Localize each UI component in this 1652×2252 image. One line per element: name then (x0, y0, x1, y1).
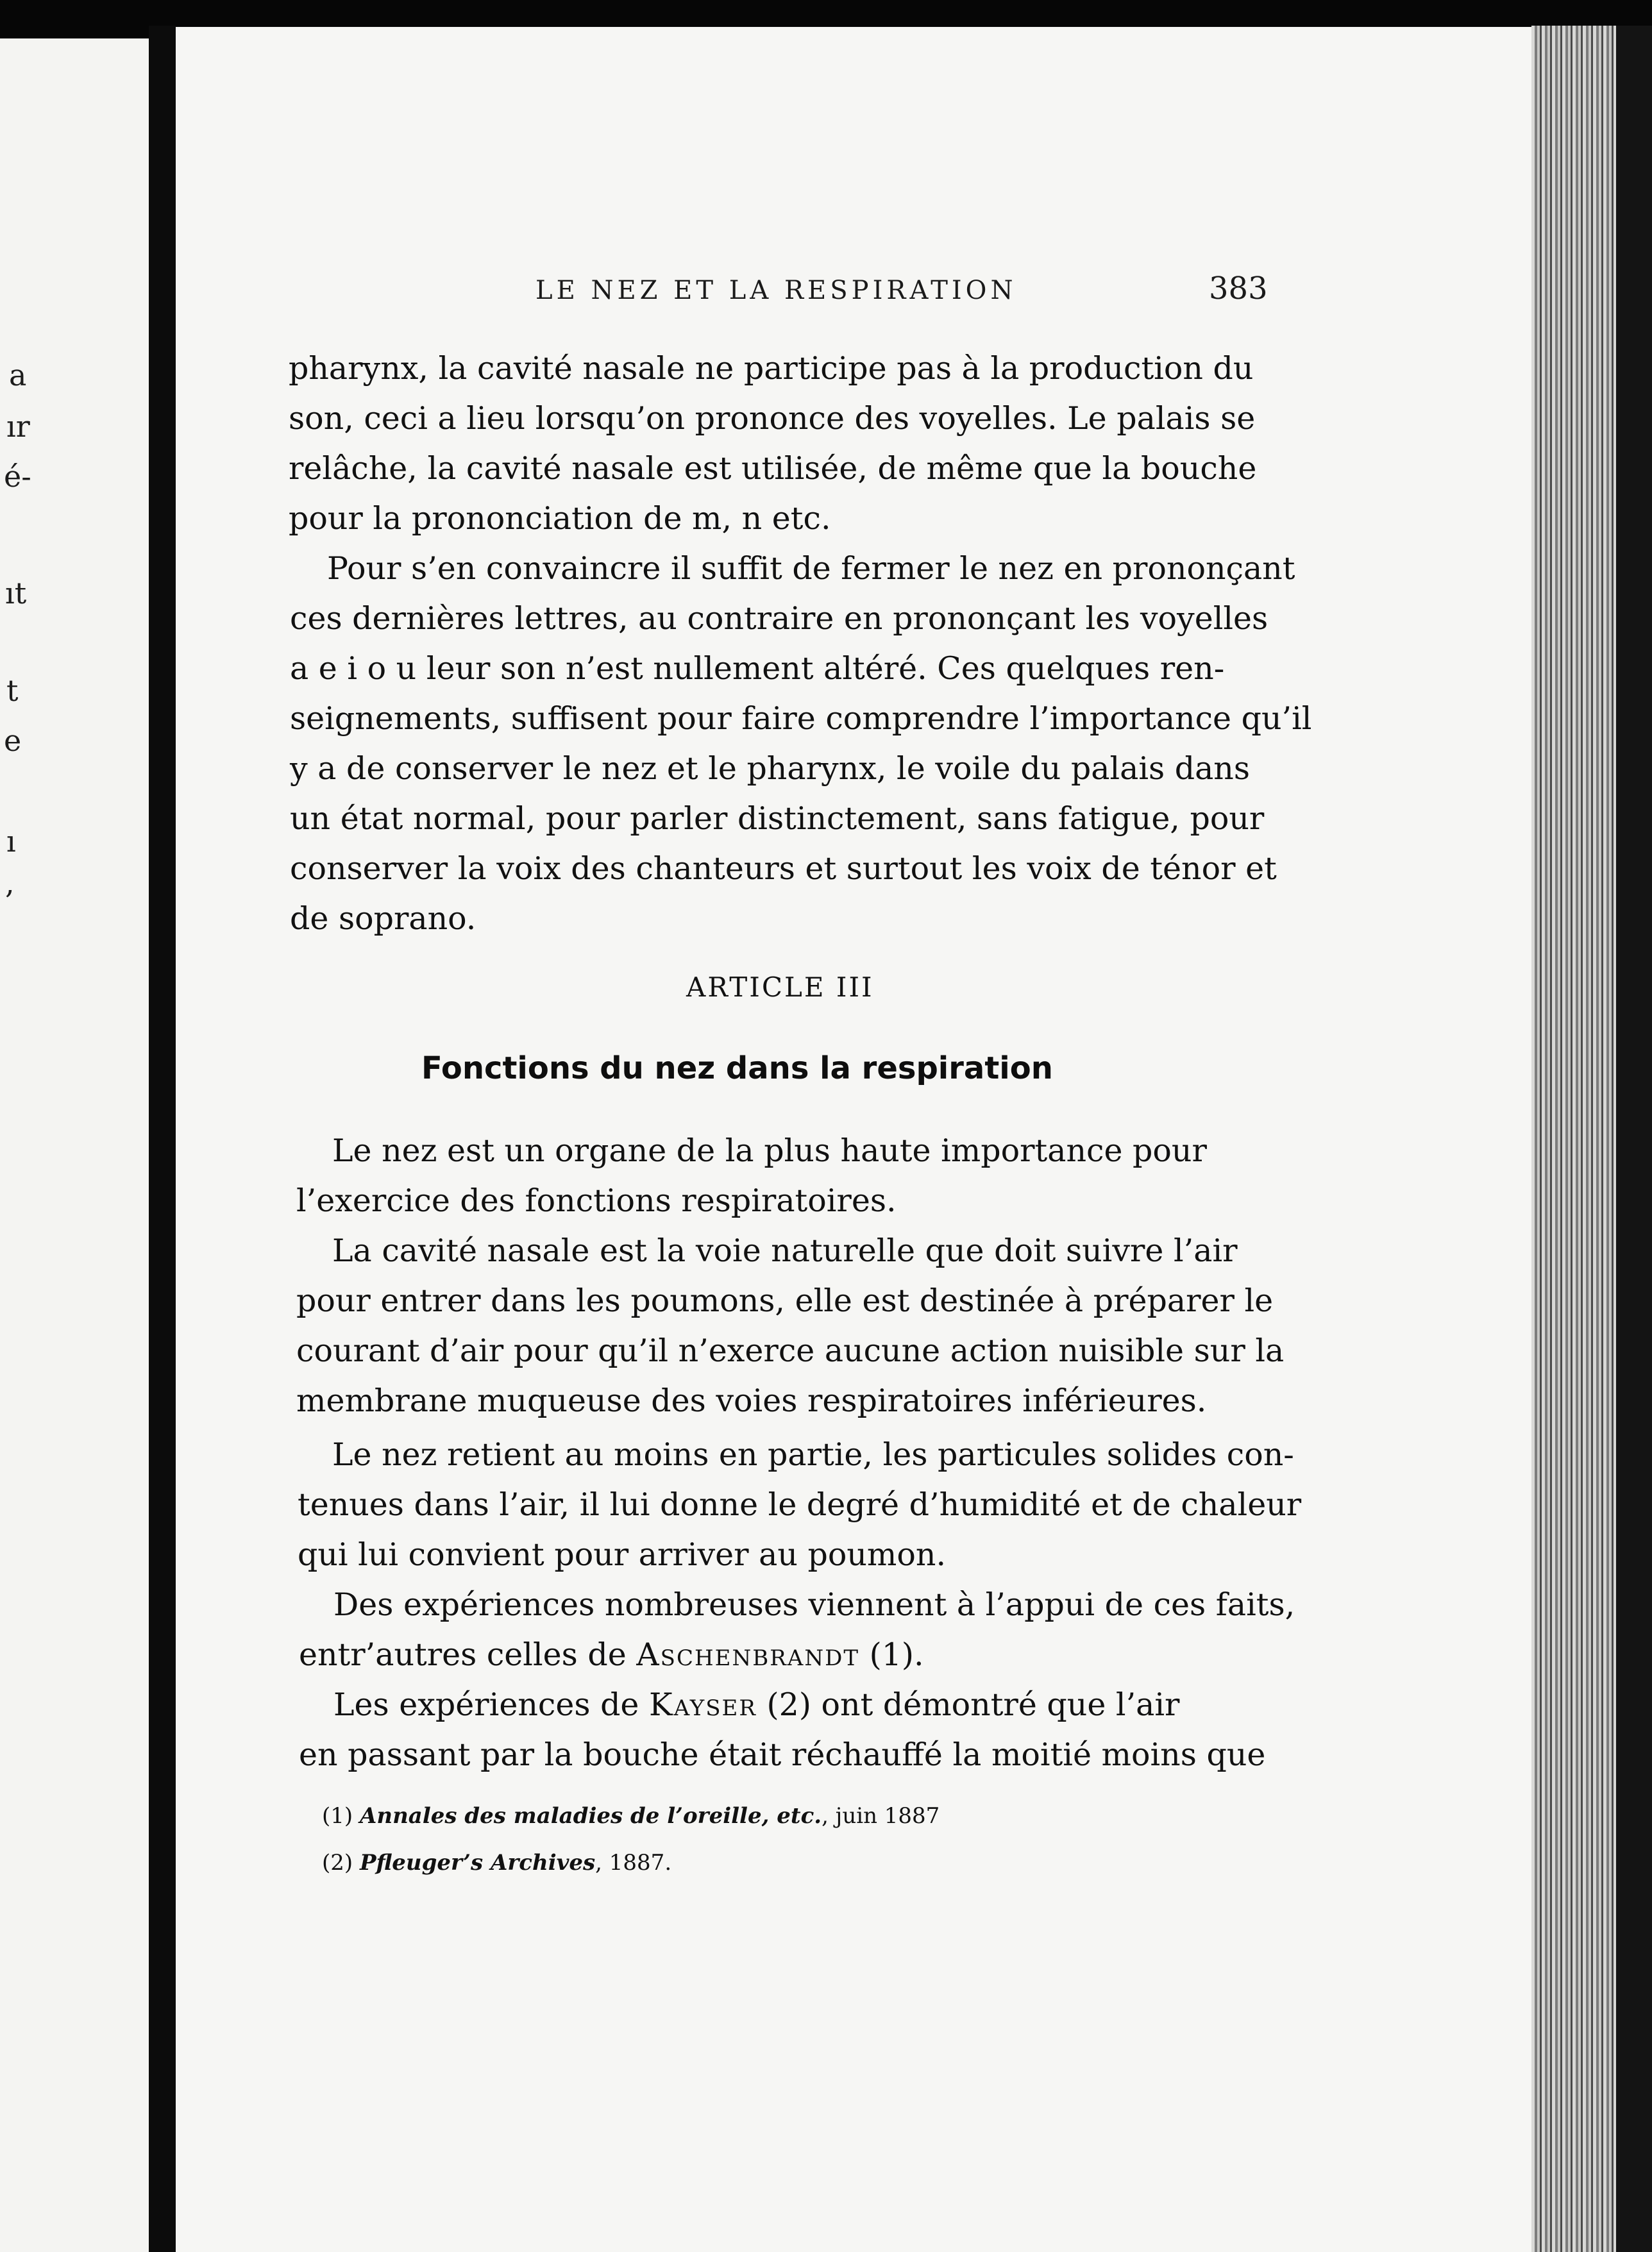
text-line: pharynx, la cavité nasale ne participe pas à la production du (289, 350, 1254, 387)
footnote-marker: (1) (322, 1803, 353, 1829)
text-line: y a de conserver le nez et le pharynx, le voile du palais dans (290, 750, 1251, 787)
footnote-title: Pfleuger’s Archives (359, 1850, 596, 1876)
text-line: Le nez est un organe de la plus haute importance pour (332, 1132, 1207, 1169)
text-line: relâche, la cavité nasale est utilisée, de même que la bouche (289, 450, 1257, 487)
page-number: 383 (1209, 271, 1268, 307)
text-line: un état normal, pour parler distinctement, sans fatigue, pour (290, 800, 1265, 837)
facing-page-fragment: , (5, 866, 15, 900)
text-line: membrane muqueuse des voies respiratoires inférieures. (296, 1382, 1207, 1419)
text-line: conserver la voix des chanteurs et surtout les voix de ténor et (290, 850, 1277, 887)
footnote-marker: (2) (322, 1850, 353, 1876)
text-fragment: (1). (859, 1636, 924, 1673)
facing-page-fragment: a (9, 358, 27, 392)
text-fragment: entr’autres celles de (299, 1636, 637, 1673)
text-line: Des expériences nombreuses viennent à l’appui de ces faits, (333, 1586, 1295, 1623)
facing-page-fragment: ıt (5, 576, 27, 610)
text-line: courant d’air pour qu’il n’exerce aucune action nuisible sur la (296, 1332, 1285, 1369)
text-line: seignements, suffisent pour faire comprendre l’importance qu’il (290, 700, 1312, 737)
facing-page-fragment: ır (6, 409, 30, 444)
article-label: ARTICLE III (686, 971, 874, 1003)
text-line: pour entrer dans les poumons, elle est destinée à préparer le (296, 1282, 1274, 1319)
facing-page-fragment: e (4, 723, 22, 758)
facing-page-fragment: ı (6, 824, 16, 859)
text-line: Le nez retient au moins en partie, les particules solides con- (332, 1436, 1294, 1473)
cited-author: Aschenbrandt (636, 1636, 860, 1673)
footnote-title: Annales des maladies de l’oreille, etc. (359, 1803, 822, 1829)
text-fragment: (2) ont démontré que l’air (756, 1686, 1180, 1723)
scan-border-right (1616, 26, 1652, 2252)
text-line: ces dernières lettres, au contraire en prononçant les voyelles (290, 600, 1268, 637)
text-line: de soprano. (290, 900, 476, 937)
facing-page-edge (0, 38, 149, 2252)
text-fragment: Les expériences de (333, 1686, 650, 1723)
facing-page-fragment: é- (4, 459, 31, 494)
footnote-rest: , juin 1887 (822, 1803, 940, 1829)
footnote (322, 1803, 940, 1829)
text-line: a e i o u leur son n’est nullement altéré. Ces quelques ren- (290, 650, 1225, 687)
footnote (322, 1850, 671, 1876)
text-line: Pour s’en convaincre il suffit de fermer le nez en prononçant (327, 550, 1295, 587)
cited-author: Kayser (649, 1686, 757, 1723)
text-line: La cavité nasale est la voie naturelle que doit suivre l’air (332, 1232, 1238, 1269)
text-line: qui lui convient pour arriver au poumon. (298, 1536, 947, 1573)
text-line: en passant par la bouche était réchauffé la moitié moins que (299, 1736, 1266, 1773)
text-line: l’exercice des fonctions respiratoires. (296, 1182, 897, 1219)
book-gutter (149, 26, 176, 2252)
text-line (333, 1686, 1180, 1723)
facing-page-fragment: t (6, 673, 19, 708)
running-head: LE NEZ ET LA RESPIRATION (535, 276, 1017, 305)
section-title: Fonctions du nez dans la respiration (421, 1050, 1053, 1086)
text-line: tenues dans l’air, il lui donne le degré d’humidité et de chaleur (298, 1486, 1302, 1523)
text-line: pour la prononciation de m, n etc. (289, 500, 831, 537)
footnote-rest: , 1887. (595, 1850, 672, 1876)
text-line (299, 1636, 924, 1673)
text-line: son, ceci a lieu lorsqu’on prononce des voyelles. Le palais se (289, 400, 1256, 437)
